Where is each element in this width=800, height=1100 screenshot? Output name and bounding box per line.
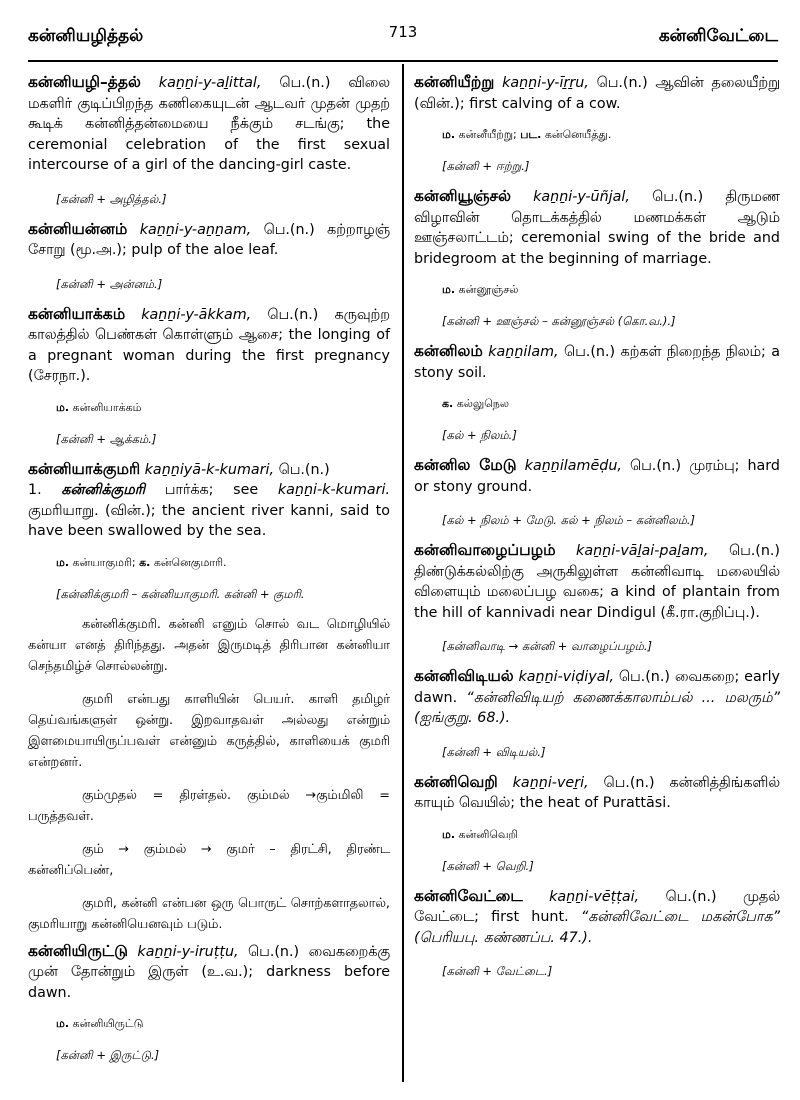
part-of-speech: பெ.(n.) (248, 943, 300, 960)
cognate-language: ம. (442, 128, 456, 141)
cognates (56, 555, 390, 571)
cognate-form: கன்னியிருட்டு (72, 1017, 144, 1030)
entry (28, 72, 390, 207)
transliteration: kaṉṉi-y-ākkam, (141, 306, 252, 323)
entry-text (414, 455, 780, 497)
entry (414, 666, 780, 760)
header-left-guideword: கன்னியழித்தல் (28, 26, 144, 46)
etymology: [கன்னி + விடியல்.] (442, 744, 546, 759)
headword: கன்னியாக்குமரி (28, 459, 141, 478)
etymology: [கன்னி + ஈற்று.] (442, 159, 530, 173)
note-paragraph: கன்னிக்குமரி. கன்னி எனும் சொல் வட மொழியில் கன்யா எனத் திரிந்தது. அதன் இருமடித் திரிபான கன்னியா செந்தமிழ்ச் சொல்லன்று. (28, 616, 390, 674)
cognate-language: ம. (56, 1017, 70, 1030)
definition: திண்டுக்கல்லிற்கு அருகிலுள்ள கன்னிவாடி மலையில் விளையும் மலைப்பழ வகை; a kind of plantain from the hill of kannivadi near Dindigul (கீ.ரா.குறிப்பு.). (414, 563, 780, 621)
definition: விலை மகளிர் குடிப்பிறந்த கணிகையுடன் ஆடவர் முதன் முதற் கூடிக் கன்னித்தன்மையை நீக்கும் சடங்கு; the ceremonial celebration of the first sexual intercourse of a girl of the dancing-girl caste. (28, 75, 391, 173)
part-of-speech: பெ.(n.) (267, 306, 319, 323)
transliteration: kaṉṉi-viḍiyal, (518, 669, 615, 685)
transliteration: kaṉṉiyā-k-kumari, (144, 461, 275, 478)
cognate-form: கன்னீயீற்று; (458, 128, 517, 141)
entry-text (28, 219, 390, 261)
cognate-language: க. (442, 397, 454, 410)
cognate-form: கன்னூஞ்சல் (458, 283, 519, 296)
cognate-form: கன்னெயீத்து. (544, 128, 612, 141)
headword: கன்னிவாழைப்பழம் (414, 541, 556, 559)
transliteration: kaṉṉilam, (488, 344, 559, 360)
headword: கன்னிவெறி (414, 772, 498, 791)
header-rule (28, 60, 778, 62)
transliteration: kaṉṉi-veṟi, (512, 774, 589, 791)
headword: கன்னியாக்கம் (28, 304, 126, 323)
entry (414, 886, 780, 980)
entry (28, 941, 390, 1064)
cognate-language: ம. (56, 400, 70, 414)
entry-text (414, 666, 780, 729)
cross-reference-transliteration: kaṉṉi-k-kumari. (277, 482, 391, 498)
etymology: [கன்னி + வெறி.] (442, 858, 534, 873)
quotation: “கன்னிவிடியற் கணைக்காலாம்பல் ... மலரும்” (ஐங்குறு. 68.). (414, 689, 780, 726)
cognates (442, 396, 780, 412)
entry-text (414, 540, 780, 623)
transliteration: kaṉṉi-y-aḻittal, (158, 75, 262, 91)
definition: வைகறைக்கு முன் தோன்றும் இருள் (உ.வ.); darkness before dawn. (28, 943, 390, 1001)
page-header (28, 20, 778, 54)
cognate-form: கல்லுநெல (456, 397, 509, 410)
etymology: [கன்னிக்குமரி – கன்னியாகுமரி. கன்னி + குமரி. (56, 586, 305, 601)
note-paragraph: கும்முதல் = திரள்தல். கும்மல் →கும்மிலி = பருத்தவள். (28, 787, 390, 824)
quotation: “கன்னிவேட்டை மகன்போக” (பெரியபு. கண்ணப்ப. 47.). (414, 909, 781, 946)
definition: முரம்பு; hard or stony ground. (414, 458, 781, 495)
cognates (442, 127, 780, 143)
entry-text (28, 72, 390, 176)
entry (414, 455, 780, 528)
entry-text (28, 941, 390, 1004)
headword: கன்னியீற்று (414, 73, 495, 91)
cognate-language: க. (139, 555, 151, 569)
column-divider (402, 64, 404, 1082)
cognates (442, 282, 780, 298)
part-of-speech: பெ.(n.) (263, 221, 315, 238)
right-column (414, 72, 780, 991)
transliteration: kaṉṉi-y-aṉṉam, (139, 221, 252, 238)
cognate-language: பட. (520, 128, 542, 141)
etymology: [கன்னி + ஆக்கம்.] (56, 431, 157, 446)
etymology: [கன்னிவாடி → கன்னி + வாழைப்பழம்.] (442, 639, 652, 653)
note-paragraph: குமரி என்பது காளியின் பெயர். காளி தமிழர் தெய்வங்களுள் ஒன்று. இறவாதவள் அல்லது என்றும் இளமையாயிருப்பவள் என்னும் கருத்தில், காளியைக் குமரி என்றனர். (28, 691, 390, 770)
cognate-form: கன்னியாக்கம் (72, 400, 142, 414)
cognate-language: ம. (442, 283, 456, 296)
see-text: பார்க்க; see (164, 482, 259, 498)
left-column (28, 72, 390, 1075)
entry-text (414, 341, 780, 383)
etymology: [கன்னி + வேட்டை.] (442, 964, 553, 978)
headword: கன்னியன்னம் (28, 219, 128, 238)
part-of-speech: பெ.(n.) (665, 888, 717, 905)
definition: திருமண விழாவின் தொடக்கத்தில் மணமக்கள் ஆடும் ஊஞ்சலாட்டம்; ceremonial swing of the bride and bridegroom at the beginning of marriage. (414, 189, 780, 267)
transliteration: kaṉṉi-y-ūñjal, (533, 189, 630, 205)
etymology: [கன்னி + அன்னம்.] (56, 276, 163, 291)
transliteration: kaṉṉi-y-īṟṟu, (502, 75, 589, 91)
part-of-speech: பெ.(n.) (603, 774, 655, 791)
entry-text (414, 186, 780, 269)
entry (414, 72, 780, 174)
note-paragraph: கும் → கும்மல் → குமர் – திரட்சி, திரண்ட கன்னிப்பெண், (28, 841, 390, 878)
part-of-speech: பெ.(n.) (618, 669, 670, 685)
etymology: [கன்னி + இருட்டு.] (56, 1048, 160, 1062)
definition: வைகறை; early dawn. (414, 669, 781, 706)
cognates (56, 400, 390, 416)
transliteration: kaṉṉilamēḍu, (524, 458, 622, 474)
headword: கன்னிவிடியல் (414, 667, 514, 685)
etymology: [கன்னி + அழித்தல்.] (56, 191, 167, 206)
definition: கற்கள் நிறைந்த நிலம்; a stony soil. (414, 344, 781, 381)
cognate-language: ம. (56, 555, 70, 569)
entry (414, 772, 780, 874)
transliteration: kaṉṉi-y-iruṭṭu, (137, 943, 239, 960)
part-of-speech: பெ.(n.) (596, 75, 648, 91)
cognate-form: கன்னெகுமாரி. (153, 555, 227, 569)
entry-text (414, 72, 780, 114)
cognate-form: கன்யாகுமரி; (72, 555, 136, 569)
entry (414, 341, 780, 443)
etymology: [கன்னி + ஊஞ்சல் – கன்னூஞ்சல் (கொ.வ.).] (442, 314, 676, 328)
entry (414, 540, 780, 654)
definition: கருவுற்ற காலத்தில் பெண்கள் கொள்ளும் ஆசை; the longing of a pregnant woman during the first pregnancy (சேரநா.). (28, 306, 391, 384)
note-paragraph: குமரி, கன்னி என்பன ஒரு பொருட் சொற்களாதலால், குமரியாறு கன்னியெனவும் படும். (28, 895, 390, 932)
header-right-guideword: கன்னிவேட்டை (658, 26, 778, 46)
part-of-speech: பெ.(n.) (630, 458, 682, 474)
headword: கன்னியழி–த்தல் (28, 73, 141, 91)
cross-reference: கன்னிக்குமரி (61, 482, 146, 498)
part-of-speech: பெ.(n.) (652, 189, 704, 205)
entry (28, 459, 390, 935)
definition: குமரியாறு. (வின்.); the ancient river kanni, said to have been swallowed by the sea. (28, 502, 390, 539)
headword: கன்னிலம் (414, 342, 483, 360)
entry-text (28, 304, 390, 387)
entry (28, 219, 390, 292)
transliteration: kaṉṉi-vāḻai-paḻam, (576, 543, 709, 559)
headword: கன்னியூஞ்சல் (414, 187, 511, 205)
etymology: [கல் + நிலம்.] (442, 428, 517, 442)
part-of-speech: பெ.(n.) (279, 75, 331, 91)
transliteration: kaṉṉi-vēṭṭai, (549, 888, 640, 905)
part-of-speech: பெ.(n.) (564, 344, 616, 360)
entry (28, 304, 390, 447)
entry-text (414, 772, 780, 814)
part-of-speech: பெ.(n.) (728, 543, 781, 559)
cognates (442, 827, 780, 843)
headword: கன்னியிருட்டு (28, 941, 128, 960)
entry-text (414, 886, 780, 949)
cognates (56, 1016, 390, 1032)
definition: ஆவின் தலையீற்று (வின்.); first calving of a cow. (414, 75, 781, 112)
cognate-language: ம. (442, 827, 456, 841)
entry-text (28, 459, 390, 542)
definition: கற்றாழஞ் சோறு (மூ.அ.); pulp of the aloe leaf. (28, 221, 390, 258)
cognate-form: கன்னிவெறி (458, 827, 518, 841)
headword: கன்னிவேட்டை (414, 886, 523, 905)
sense-number: 1. (28, 482, 42, 498)
definition: கன்னித்திங்களில் காயும் வெயில்; the heat of Purattāsi. (414, 774, 781, 811)
part-of-speech: பெ.(n.) (278, 461, 330, 478)
etymology: [கல் + நிலம் + மேடு. கல் + நிலம் – கன்னிலம்.] (442, 513, 696, 527)
headword: கன்னில மேடு (414, 456, 517, 474)
entry (414, 186, 780, 329)
definition: முதல் வேட்டை; first hunt. (414, 888, 781, 925)
page-number: 713 (388, 23, 418, 41)
